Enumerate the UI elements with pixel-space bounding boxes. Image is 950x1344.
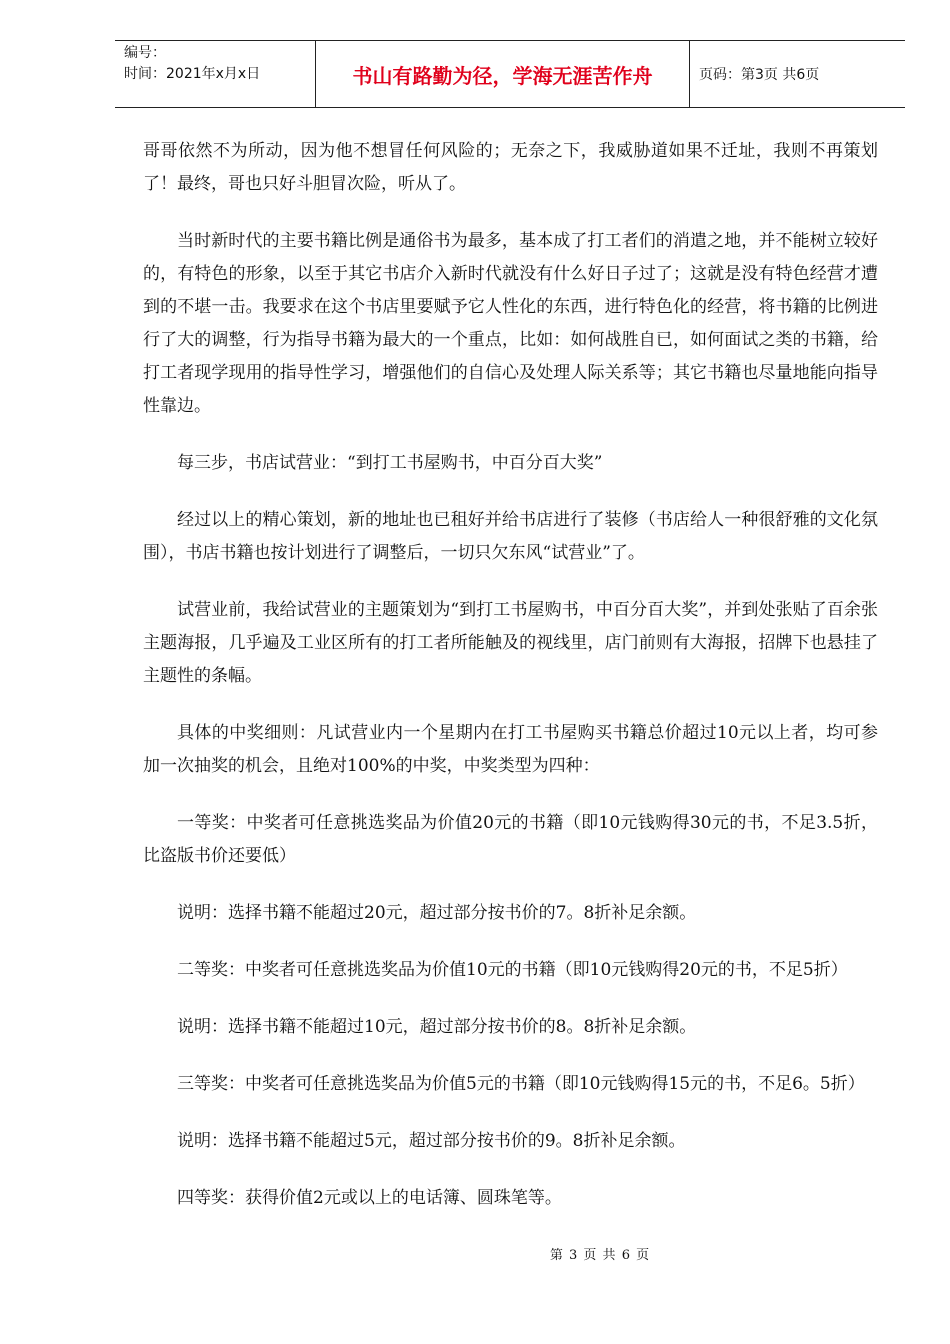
document-body (143, 135, 878, 1239)
header-page-number: 页码：第3页 共6页 (699, 67, 820, 83)
document-time-label: 时间：2021年x月x日 (124, 66, 261, 82)
paragraph: 哥哥依然不为所动，因为他不想冒任何风险的；无奈之下，我威胁道如果不迁址，我则不再策划了！最终，哥也只好斗胆冒次险，听从了。 (143, 141, 878, 194)
header-motto: 书山有路勤为径，学海无涯苦作舟 (316, 41, 690, 107)
prize-note: 说明：选择书籍不能超过5元，超过部分按书价的9。8折补足余额。 (177, 1131, 686, 1151)
prize-fourth: 四等奖：获得价值2元或以上的电话簿、圆珠笔等。 (177, 1188, 562, 1208)
header-info-cell (115, 41, 316, 107)
page-header (115, 40, 905, 108)
prize-second: 二等奖：中奖者可任意挑选奖品为价值10元的书籍（即10元钱购得20元的书，不足5折） (177, 960, 848, 980)
footer-page-number: 第 3 页 共 6 页 (549, 1248, 651, 1263)
paragraph: 当时新时代的主要书籍比例是通俗书为最多，基本成了打工者们的消遣之地，并不能树立较好的，有特色的形象，以至于其它书店介入新时代就没有什么好日子过了；这就是没有特色经营才遭到的不堪一击。我要求在这个书店里要赋予它人性化的东西，进行特色化的经营，将书籍的比例进行了大的调整，行为指导书籍为最大的一个重点，比如：如何战胜自已，如何面试之类的书籍，给打工者现学现用的指导性学习，增强他们的自信心及处理人际关系等；其它书籍也尽量地能向指导性靠边。 (143, 231, 878, 416)
paragraph: 试营业前，我给试营业的主题策划为“到打工书屋购书，中百分百大奖”，并到处张贴了百余张主题海报，几乎遍及工业区所有的打工者所能触及的视线里，店门前则有大海报，招牌下也悬挂了主题性的条幅。 (143, 600, 878, 686)
page-footer (0, 1244, 950, 1263)
prize-first: 一等奖：中奖者可任意挑选奖品为价值20元的书籍（即10元钱购得30元的书，不足3.5折，比盗版书价还要低） (143, 813, 878, 866)
document-number-label: 编号： (124, 45, 166, 61)
section-heading: 每三步，书店试营业：“到打工书屋购书，中百分百大奖” (177, 453, 603, 473)
prize-note: 说明：选择书籍不能超过20元，超过部分按书价的7。8折补足余额。 (177, 903, 697, 923)
paragraph: 具体的中奖细则：凡试营业内一个星期内在打工书屋购买书籍总价超过10元以上者，均可参加一次抽奖的机会，且绝对100%的中奖，中奖类型为四种： (143, 723, 878, 776)
paragraph: 经过以上的精心策划，新的地址也已租好并给书店进行了装修（书店给人一种很舒雅的文化氛围），书店书籍也按计划进行了调整后，一切只欠东风“试营业”了。 (143, 510, 878, 563)
prize-third: 三等奖：中奖者可任意挑选奖品为价值5元的书籍（即10元钱购得15元的书，不足6。5折） (177, 1074, 865, 1094)
prize-note: 说明：选择书籍不能超过10元，超过部分按书价的8。8折补足余额。 (177, 1017, 697, 1037)
